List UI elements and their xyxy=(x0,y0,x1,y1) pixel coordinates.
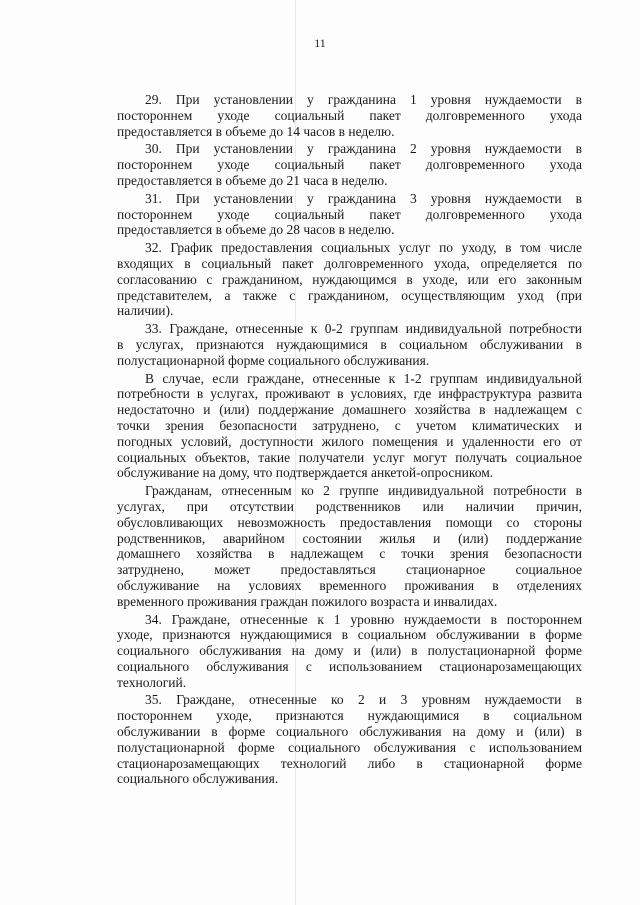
text-line: полустационарной форме социального обслуживания. xyxy=(117,352,430,368)
paragraph xyxy=(117,371,582,482)
text-line: В случае, если граждане, отнесенные к 1-2 группам индивидуальной xyxy=(145,370,582,386)
text-line: постороннем уходе, признаются нуждающимися в социальном xyxy=(117,708,582,724)
text-line: социального обслуживания на дому и (или) в полустационарной форме xyxy=(117,643,582,659)
text-line: 30. При установлении у гражданина 2 уровня нуждаемости в xyxy=(145,141,582,157)
text-line: временного проживания граждан пожилого возраста и инвалидах. xyxy=(117,593,498,609)
text-line: входящих в социальный пакет долговременного ухода, определяется по xyxy=(117,255,582,271)
text-line: погодных условий, доступности жилого помещения и удаленности его от xyxy=(117,433,582,449)
paragraph xyxy=(117,612,582,691)
text-line: уходе, признаются нуждающимися в социальном обслуживании в форме xyxy=(117,627,582,643)
text-line: обслуживание на дому, что подтверждается анкетой-опросником. xyxy=(117,465,494,481)
text-line: родственников, аварийном состоянии жилья и (или) поддержание xyxy=(117,530,582,546)
text-line: стационарозамещающих технологий либо в стационарной форме xyxy=(117,755,582,771)
text-line: в услугах, признаются нуждающимися в социальном обслуживании в xyxy=(117,336,582,352)
paragraph xyxy=(117,483,582,609)
text-line: представителем, а также с гражданином, осуществляющим уход (при xyxy=(117,287,582,303)
text-line: 29. При установлении у гражданина 1 уровня нуждаемости в xyxy=(145,92,582,107)
text-line: социальных объектов, такие получатели услуг могут получать социальное xyxy=(117,449,582,465)
paragraph xyxy=(117,191,582,238)
text-line: постороннем уходе социальный пакет долговременного ухода xyxy=(117,107,582,123)
text-line: 32. График предоставления социальных услуг по уходу, в том числе xyxy=(145,240,582,256)
text-line: 31. При установлении у гражданина 3 уровня нуждаемости в xyxy=(145,190,582,206)
paragraph xyxy=(117,92,582,139)
document-body xyxy=(117,92,582,789)
paragraph xyxy=(117,692,582,787)
text-line: 34. Граждане, отнесенные к 1 уровню нуждаемости в постороннем xyxy=(145,611,582,627)
text-line: затруднено, может предоставляться стационарное социальное xyxy=(117,562,582,578)
text-line: технологий. xyxy=(117,674,187,690)
text-line: точки зрения безопасности затруднено, с учетом климатических и xyxy=(117,417,582,433)
paragraph xyxy=(117,240,582,319)
text-line: постороннем уходе социальный пакет долговременного ухода xyxy=(117,157,582,173)
paragraph xyxy=(117,321,582,368)
text-line: социального обслуживания. xyxy=(117,771,279,787)
text-line: обслуживание на условиях временного проживания в отделениях xyxy=(117,577,582,593)
text-line: услугах, при отсутствии родственников или наличии причин, xyxy=(117,498,582,514)
text-line: недостаточно и (или) поддержание домашнего хозяйства в надлежащем с xyxy=(117,402,582,418)
text-line: обусловливающих невозможность предоставления помощи со стороны xyxy=(117,514,582,530)
page-number: 11 xyxy=(314,36,326,50)
text-line: обслуживании в форме социального обслуживания на дому и (или) в xyxy=(117,724,582,740)
text-line: предоставляется в объеме до 21 часа в неделю. xyxy=(117,172,388,188)
text-line: социального обслуживания с использованием стационарозамещающих xyxy=(117,658,582,674)
text-line: домашнего хозяйства в надлежащем с точки зрения безопасности xyxy=(117,546,582,562)
text-line: потребности в услугах, проживают в условиях, где инфраструктура развита xyxy=(117,386,582,402)
text-line: постороннем уходе социальный пакет долговременного ухода xyxy=(117,206,582,222)
text-line: согласованию с гражданином, нуждающимся в уходе, или его законным xyxy=(117,271,582,287)
text-line: предоставляется в объеме до 14 часов в неделю. xyxy=(117,123,395,139)
text-line: 35. Граждане, отнесенные ко 2 и 3 уровням нуждаемости в xyxy=(145,692,582,708)
paragraph xyxy=(117,141,582,188)
text-line: полустационарной форме социального обслуживания с использованием xyxy=(117,739,582,755)
text-line: 33. Граждане, отнесенные к 0-2 группам индивидуальной потребности xyxy=(145,321,582,337)
text-line: Гражданам, отнесенным ко 2 группе индивидуальной потребности в xyxy=(145,483,582,499)
text-line: наличии). xyxy=(117,303,174,319)
text-line: предоставляется в объеме до 28 часов в неделю. xyxy=(117,222,395,238)
